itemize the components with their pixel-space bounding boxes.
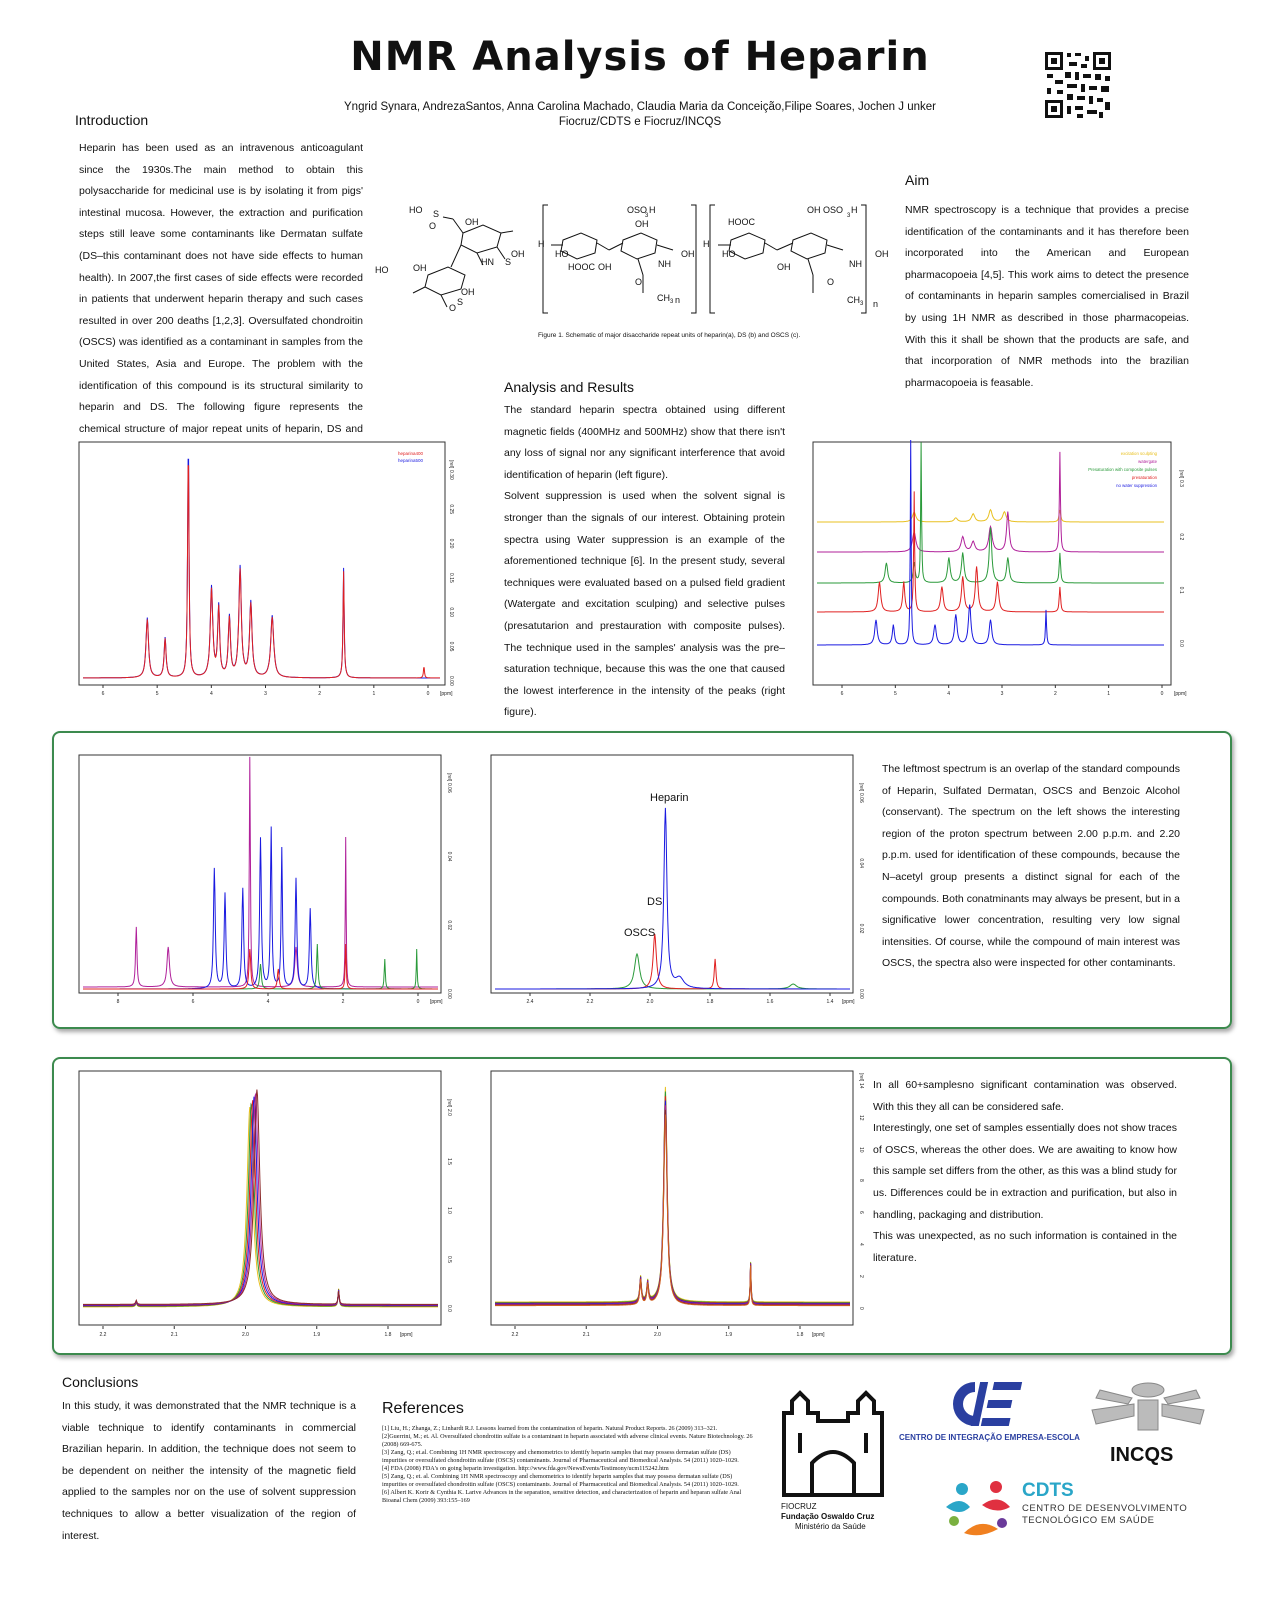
y-tick-label: 4 [858,1243,864,1246]
y-tick-label: 0.06 [858,793,864,803]
fiocruz-line-3: Ministério da Saúde [795,1522,866,1531]
x-tick-label: 2.0 [646,999,654,1005]
svg-text:OH: OH [777,262,791,272]
x-tick-label: 1.8 [796,1332,804,1338]
x-tick-label: 1 [372,691,376,697]
box2-paragraph-3: This was unexpected, as no such information is contained in the literature. [873,1230,1177,1264]
x-tick-label: 1 [1107,691,1111,697]
x-tick-label: 0 [416,999,420,1005]
qr-code-icon [1043,50,1113,120]
svg-text:H: H [851,205,858,215]
y-tick-label: 0.5 [446,1256,452,1263]
y-tick-label: 8 [858,1179,864,1182]
svg-text:O: O [827,277,835,287]
svg-text:NH: NH [849,259,862,269]
svg-text:OH: OH [681,249,695,259]
chart-solvent-suppression-svg [812,440,1192,702]
chart-field-comparison-svg [78,440,468,702]
legend-entry: presaturation [1131,475,1157,480]
svg-text:HN: HN [481,257,494,267]
annotation-ds: DS [647,896,663,908]
box2-paragraph-2: Interestingly, one set of samples essentially does not show traces of OSCS, whereas the other does. We are awaiting to know how this sample set differs from the other, as this was a blind study for us. Differences could be in extraction and purification, but also in handling, packaging and distribution. [873,1122,1177,1221]
x-tick-label: 2.2 [586,999,594,1005]
reference-item: [4] FDA (2008) FDA's on going heparin investigation. http://www.fda.gov/NewsEvents/Testimony/ucm115242.htm [382,1465,669,1472]
x-tick-label: 5 [893,691,897,697]
references-list [382,1425,756,1505]
x-tick-label: 3 [1000,691,1004,697]
y-tick-label: 0.3 [1178,480,1184,487]
svg-text:HO: HO [375,265,389,275]
y-tick-label: 0.04 [858,858,864,869]
aim-text: NMR spectroscopy is a technique that provides a precise identification of the contaminants and it has therefore been incorporated into the American and European pharmacopoeia [4,5]. This work aims to detect the presence of contaminants in heparin samples comercialised in Brazil by using 1H NMR as described in those pharmacopeias. With this it shall be shown that the products are safe, and that incorporation of NMR methods into the brazilian pharmacopoeia is feasable. [905,204,1189,389]
reference-item: [6] Albert K. Korir & Cynthia K. Larive Advances in the separation, sensitive detection, and characterization of heparin and heparan sulfate Anal Bioanal Chem (2009) 393:155–169 [382,1489,742,1504]
y-tick-label: 1.5 [446,1158,452,1165]
legend-entry: Presaturation with composite pulses [1088,467,1157,472]
svg-text:S: S [433,209,440,219]
x-axis-label: [ppm] [1174,691,1187,697]
x-tick-label: 2 [318,691,322,697]
box1-text: The leftmost spectrum is an overlap of the standard compounds of Heparin, Sulfated Dermatan, OSCS and Benzoic Alcohol (conservant). The spectrum on the left shows the interesting region of the proton spectrum between 2.00 p.p.m. and 2.20 p.p.m. used for identification of these compounds, because the N–acetyl group presents a distinct signal for each of the compounds. Both conatminants may always be present, but in a significative lower concentration, resulting very low signal intensities. Of course, while the compound of main interest was OSCS, the spectra also were inspected for other contaminants. [882,763,1180,970]
x-tick-label: 2 [1053,691,1057,697]
svg-text:H: H [649,205,656,215]
y-tick-label: 2.0 [446,1109,452,1116]
y-tick-label: 12 [858,1115,864,1121]
fiocruz-line-1: FIOCRUZ [781,1502,817,1511]
svg-text:O: O [635,277,643,287]
analysis-text [504,400,785,724]
authors-block [300,100,980,130]
chemical-structure-figure [373,195,893,325]
ciee-logo-icon [945,1378,1029,1430]
legend-entry: excitation sculpting [1120,451,1157,456]
reference-item: [2]Guerrini, M.; et. Al. Oversulfated chondroitin sulfate is a contaminant in heparin associated with adverse clinical events. Nature Biotechnology. 26 (2008) 669-675. [382,1433,753,1448]
cdts-line-2: TECNOLÓGICO EM SAÚDE [1022,1515,1155,1526]
y-tick-label: 0.30 [448,470,454,480]
box2-paragraph-1: In all 60+samplesno significant contamination was observed. With this they all can be considered safe. [873,1079,1177,1113]
chart-samples-b-svg [490,1069,870,1341]
x-tick-label: 8 [116,999,120,1005]
x-tick-label: 6 [101,691,105,697]
y-axis-label: [rel] [1178,470,1184,479]
legend-entry: no water suppression [1116,483,1157,488]
x-tick-label: 1.9 [725,1332,733,1338]
plot-frame [813,442,1171,685]
x-axis-label: [ppm] [842,999,855,1005]
affiliation: Fiocruz/CDTS e Fiocruz/INCQS [558,116,722,128]
x-tick-label: 2.1 [170,1332,178,1338]
y-tick-label: 0.25 [448,504,454,515]
svg-text:3: 3 [645,213,649,219]
svg-text:HO: HO [722,249,736,259]
x-axis-label: [ppm] [440,691,453,697]
svg-text:OH: OH [465,217,479,227]
x-tick-label: 1.6 [766,999,774,1005]
svg-text:H: H [538,239,545,249]
y-axis-label: [rel] [446,773,452,782]
y-tick-label: 0.15 [448,573,454,583]
y-tick-label: 0.1 [1178,586,1184,594]
x-tick-label: 1.8 [706,999,714,1005]
x-tick-label: 2 [341,999,345,1005]
svg-text:3: 3 [860,301,864,307]
annotation-oscs: OSCS [624,927,656,939]
x-tick-label: 0 [1160,691,1164,697]
incqs-logo-icon [1088,1376,1208,1446]
svg-text:H: H [703,239,710,249]
y-tick-label: 0.00 [448,676,454,686]
legend-entry: heparina500 [397,458,423,463]
svg-text:CH: CH [847,295,860,305]
plot-frame [491,755,853,993]
x-tick-label: 1.8 [384,1332,392,1338]
fiocruz-line-2: Fundação Oswaldo Cruz [781,1512,875,1521]
svg-text:NH: NH [658,259,671,269]
x-axis-label: [ppm] [812,1332,825,1338]
chart-field-comparison [78,440,468,702]
x-tick-label: 2.0 [654,1332,661,1338]
fiocruz-castle-icon [778,1383,888,1499]
svg-text:n: n [675,295,681,305]
x-tick-label: 6 [840,691,844,697]
x-tick-label: 1.9 [313,1332,321,1338]
cdts-caption [1022,1503,1187,1527]
y-tick-label: 6 [858,1211,864,1214]
x-tick-label: 4 [209,691,213,697]
fiocruz-text [781,1502,874,1532]
svg-text:S: S [505,257,512,267]
y-tick-label: 14 [858,1083,864,1089]
x-tick-label: 6 [191,999,195,1005]
y-axis-label: [rel] [446,1099,452,1108]
x-tick-label: 0 [426,691,430,697]
x-tick-label: 4 [947,691,951,697]
svg-text:HOOC: HOOC [728,217,755,227]
y-tick-label: 0.02 [446,920,452,931]
chart-nacetyl-region [490,753,870,1015]
y-tick-label: 0 [858,1307,864,1310]
y-tick-label: 0.04 [446,851,452,862]
y-axis-label: [rel] [858,1073,864,1082]
svg-text:O: O [449,303,457,313]
svg-text:OH OSO: OH OSO [807,205,844,215]
svg-text:OSO: OSO [627,205,648,215]
legend-entry: heparina400 [397,451,423,456]
ciee-caption: CENTRO DE INTEGRAÇÃO EMPRESA-ESCOLA [899,1433,1080,1442]
y-tick-label: 0.0 [1178,640,1184,647]
chart-standards-overlap-svg [78,753,458,1015]
y-tick-label: 0.10 [448,607,454,618]
x-axis-label: [ppm] [400,1332,413,1338]
svg-text:n: n [873,299,879,309]
svg-text:3: 3 [847,213,851,219]
analysis-paragraph-2: Solvent suppression is used when the solvent signal is stronger than the signals of our interest. Obtaining protein spectra using Water suppression is an example of the aforementioned technique [6]. In the present study, several techniques were evaluated based on a pulsed field gradient (Watergate and excitation sculping) and selective pulses (presatutarion and prestauration with composite pulses). The technique used in the samples' analysis was the pre–saturation technique, because this was the one that caused the lowest interference in the intensity of the peaks (right figure). [504,490,785,719]
chart-standards-overlap [78,753,458,1015]
reference-item: [3] Zang, Q.; et.al. Combining 1H NMR spectroscopy and chemometrics to identify heparin samples that may possess dermatan sulfate (DS) impurities or oversulfated chondroitin sulfate (OSCS) contaminants. Journal of Pharmaceutical and Biomedical Analysis. 54 (2011) 1020–1029. [382,1449,739,1464]
incqs-label: INCQS [1110,1444,1174,1466]
svg-text:S: S [457,297,464,307]
chart-solvent-suppression [812,440,1192,702]
cdts-line-1: CENTRO DE DESENVOLVIMENTO [1022,1503,1188,1514]
x-tick-label: 5 [155,691,159,697]
chart-nacetyl-region-svg [490,753,870,1015]
poster-title: NMR Analysis of Heparin [350,34,930,80]
chart-samples-a [78,1069,458,1341]
x-axis-label: [ppm] [430,999,443,1005]
x-tick-label: 2.2 [99,1332,107,1338]
x-tick-label: 2.1 [582,1332,590,1338]
svg-text:OH: OH [511,249,525,259]
svg-text:OH: OH [413,263,427,273]
introduction-text: Heparin has been used as an intravenous anticoagulant since the 1930s.The main method to obtain this polysaccharide for medicinal use is by isolating it from pigs' intestinal mucosa. However, the extraction and purification steps still leave some contaminants like Dermatan sulfate (DS–this contaminant does not have side effects to human health). In 2007,the first cases of side effects were recorded in patients that underwent heparin therapy and such cases resulted in over 200 deaths [1,2,3]. Oversulfated chondroitin (OSCS) was identified as a contaminant in samples from the United States, Asia and Europe. The problem with the identification of this compound is its structural similarity to heparin and DS. The following figure represents the chemical structure of major repeat units of heparin, DS and [79,142,363,435]
y-tick-label: 0.00 [446,989,452,999]
chart-samples-b [490,1069,870,1341]
legend-entry: watergate [1138,459,1157,464]
x-tick-label: 2.2 [511,1332,519,1338]
svg-text:HO: HO [409,205,423,215]
y-tick-label: 0.00 [858,989,864,999]
x-tick-label: 4 [266,999,270,1005]
reference-item: [1] Liu, H.; Zhanga, Z.; Linhardt R.J. Lessons learned from the contamination of heparin. Natural Product Reports. 26 (2009) 313–321. [382,1425,718,1432]
cdts-label: CDTS [1022,1480,1074,1501]
conclusions-heading: Conclusions [62,1374,139,1390]
svg-text:CH: CH [657,293,670,303]
author-list: Yngrid Synara, AndrezaSantos, Anna Carolina Machado, Claudia Maria da Conceição,Filipe Soares, Jochen J unker [344,101,936,113]
references-heading: References [382,1400,464,1417]
annotation-heparin: Heparin [650,792,689,804]
reference-item: [5] Zang, Q.; et. al. Combining 1H NMR spectroscopy and chemometrics to identify heparin samples that may possess dermatan sulfate (DS) impurities or oversulfated chondroitin sulfate (OSCS) contaminants. Journal of Pharmaceutical and Biomedical Analysis. 54 (2011) 1020–1029. [382,1473,739,1488]
y-tick-label: 0.20 [448,538,454,549]
introduction-heading: Introduction [75,112,149,128]
chart-samples-a-svg [78,1069,458,1341]
aim-heading: Aim [905,172,930,188]
x-tick-label: 2.4 [526,999,534,1005]
svg-text:HO: HO [555,249,569,259]
y-axis-label: [rel] [448,460,454,469]
y-tick-label: 1.0 [446,1207,452,1214]
svg-text:OH: OH [635,219,649,229]
figure1-caption: Figure 1. Schematic of major disaccharide repeat units of heparin(a), DS (b) and OSCS (c). [538,332,801,339]
svg-text:OH: OH [598,262,612,272]
plot-frame [79,442,445,685]
x-tick-label: 3 [264,691,267,697]
svg-text:3: 3 [670,299,674,305]
conclusions-text: In this study, it was demonstrated that the NMR technique is a viable technique to identify contaminants in commercial Brazilian heparin. In addition, the technique does not seem to be dependent on neither the intensity of the magnetic field applied to the samples nor on the use of solvent suppression techniques to allow a better visualization of the region of interest. [62,1400,356,1542]
x-tick-label: 1.4 [826,999,834,1005]
x-tick-label: 2.0 [242,1332,249,1338]
y-tick-label: 0.05 [448,641,454,652]
box2-text [873,1075,1177,1269]
y-tick-label: 0.2 [1178,533,1184,541]
y-tick-label: 10 [858,1147,864,1153]
y-tick-label: 0.06 [446,783,452,793]
analysis-heading: Analysis and Results [504,379,634,395]
analysis-paragraph-1: The standard heparin spectra obtained using different magnetic fields (400MHz and 500MHz) show that there isn't any loss of signal nor any significant interference that avoid identification of heparin (left figure). [504,404,785,481]
y-axis-label: [rel] [858,783,864,792]
svg-text:HOOC: HOOC [568,262,595,272]
y-tick-label: 0.02 [858,923,864,934]
svg-text:OH: OH [461,287,475,297]
y-tick-label: 2 [858,1275,864,1278]
cdts-logo-icon [940,1473,1018,1539]
svg-text:O: O [429,221,437,231]
y-tick-label: 0.0 [446,1305,452,1312]
svg-text:OH: OH [875,249,889,259]
